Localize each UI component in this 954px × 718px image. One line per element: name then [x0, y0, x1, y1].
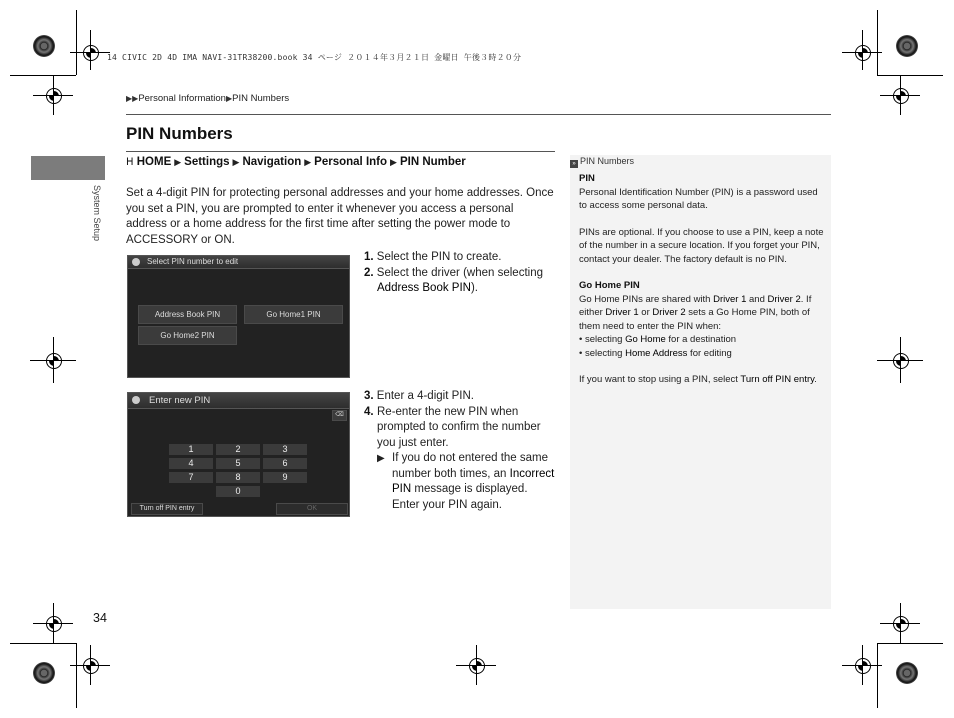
key-7[interactable]: 7 — [169, 472, 213, 483]
go-home1-pin-button[interactable]: Go Home1 PIN — [244, 305, 343, 324]
key-8[interactable]: 8 — [216, 472, 260, 483]
step-number: 1. — [364, 251, 374, 263]
go-home-text: Go Home PINs are shared with Driver 1 and Driver 2. If either Driver 1 or Driver 2 sets a Go Home PIN, both of them need to enter the PIN when: — [579, 293, 812, 332]
bullet-go-home: • selecting Go Home for a destination — [579, 334, 737, 345]
go-home2-pin-button[interactable]: Go Home2 PIN — [138, 326, 237, 345]
steps-3-4 — [364, 389, 556, 513]
step-number: 3. — [364, 390, 374, 402]
page-number: 34 — [93, 611, 107, 625]
nav-pin-number: PIN Number — [399, 156, 466, 168]
side-note-body — [579, 172, 824, 400]
note-marker-icon: » — [570, 160, 578, 168]
side-note-title: PIN Numbers — [580, 156, 635, 166]
key-1[interactable]: 1 — [169, 444, 213, 455]
key-5[interactable]: 5 — [216, 458, 260, 469]
key-0[interactable]: 0 — [216, 486, 260, 497]
registration-dial-top-left — [33, 35, 55, 57]
registration-dial-top-right — [896, 35, 918, 57]
print-header: 14 CIVIC 2D 4D IMA NAVI-31TR38200.book 34 ページ ２０１４年３月２１日 金曜日 午後３時２０分 — [107, 53, 522, 62]
pin-text: Personal Identification Number (PIN) is a password used to access some personal data. — [579, 186, 818, 211]
screen-enter-pin — [127, 392, 350, 517]
key-4[interactable]: 4 — [169, 458, 213, 469]
step-number: 2. — [364, 266, 374, 279]
steps-1-2 — [364, 250, 556, 297]
key-9[interactable]: 9 — [263, 472, 307, 483]
go-home-heading: Go Home PIN — [579, 280, 640, 291]
back-icon — [132, 258, 140, 266]
bullet-home-address: • selecting Home Address for editing — [579, 347, 732, 359]
nav-settings: Settings — [184, 156, 230, 168]
arrow-icon: ▶ — [225, 94, 233, 103]
key-3[interactable]: 3 — [263, 444, 307, 455]
header-rule — [126, 114, 831, 115]
key-2[interactable]: 2 — [216, 444, 260, 455]
step-text: ). — [470, 282, 478, 294]
optional-text: PINs are optional. If you choose to use a PIN, keep a note of the number in a secure location. If you forget your PIN, contact your dealer. The factory default is no PIN. — [579, 226, 824, 265]
breadcrumb-current: PIN Numbers — [232, 93, 290, 104]
nav-personal-info: Personal Info — [314, 156, 388, 168]
side-note-header — [570, 155, 831, 167]
page-title: PIN Numbers — [126, 124, 233, 143]
section-label: System Setup — [92, 185, 102, 242]
double-arrow-icon: ▶▶ — [126, 94, 139, 103]
screen-title-bar — [128, 393, 349, 409]
registration-dial-bottom-left — [33, 662, 55, 684]
screen-title: Enter new PIN — [149, 395, 211, 406]
back-icon — [132, 396, 140, 404]
key-6[interactable]: 6 — [263, 458, 307, 469]
step-number: 4. — [364, 405, 374, 418]
registration-dial-bottom-right — [896, 662, 918, 684]
nav-path — [126, 156, 466, 168]
step-text: Select the driver (when selecting — [376, 266, 543, 279]
step-note: If you do not entered the same number both times, an Incorrect PIN message is displayed. Enter your PIN again. — [392, 452, 555, 511]
backspace-button[interactable]: ⌫ — [332, 410, 347, 421]
section-tab — [31, 156, 105, 180]
arrow-icon: ▶ — [232, 157, 240, 167]
pin-heading: PIN — [579, 173, 595, 184]
home-icon: ᕼ — [126, 157, 134, 168]
step-text: Re-enter the new PIN when prompted to confirm the number you just enter. — [377, 405, 541, 449]
side-note-panel — [570, 155, 831, 609]
ui-term: Incorrect PIN — [392, 467, 555, 495]
note-arrow-icon: ▶ — [377, 453, 385, 464]
stop-text: If you want to stop using a PIN, select Turn off PIN entry. — [579, 374, 817, 385]
address-book-pin-button[interactable]: Address Book PIN — [138, 305, 237, 324]
screen-title-bar — [128, 256, 349, 269]
nav-navigation: Navigation — [242, 156, 302, 168]
ui-term: Address Book PIN — [377, 282, 471, 294]
breadcrumb — [126, 93, 289, 104]
step-text: Select the PIN to create. — [376, 251, 502, 263]
breadcrumb-parent: Personal Information — [138, 93, 226, 104]
title-rule — [126, 151, 555, 152]
turn-off-pin-entry-button[interactable]: Turn off PIN entry — [131, 503, 203, 515]
arrow-icon: ▶ — [304, 157, 312, 167]
ok-button[interactable]: OK — [276, 503, 348, 515]
arrow-icon: ▶ — [390, 157, 397, 167]
arrow-icon: ▶ — [174, 157, 182, 167]
screen-select-pin — [127, 255, 350, 378]
screen-title: Select PIN number to edit — [147, 257, 239, 266]
intro-paragraph: Set a 4-digit PIN for protecting personal addresses and your home addresses. Once you set a PIN, you are prompted to enter it whenever you access a personal address or a home address for the first time after setting the power mode to ACCESSORY or ON. — [126, 187, 554, 246]
nav-home: HOME — [136, 156, 172, 168]
step-text: Enter a 4-digit PIN. — [376, 390, 474, 402]
